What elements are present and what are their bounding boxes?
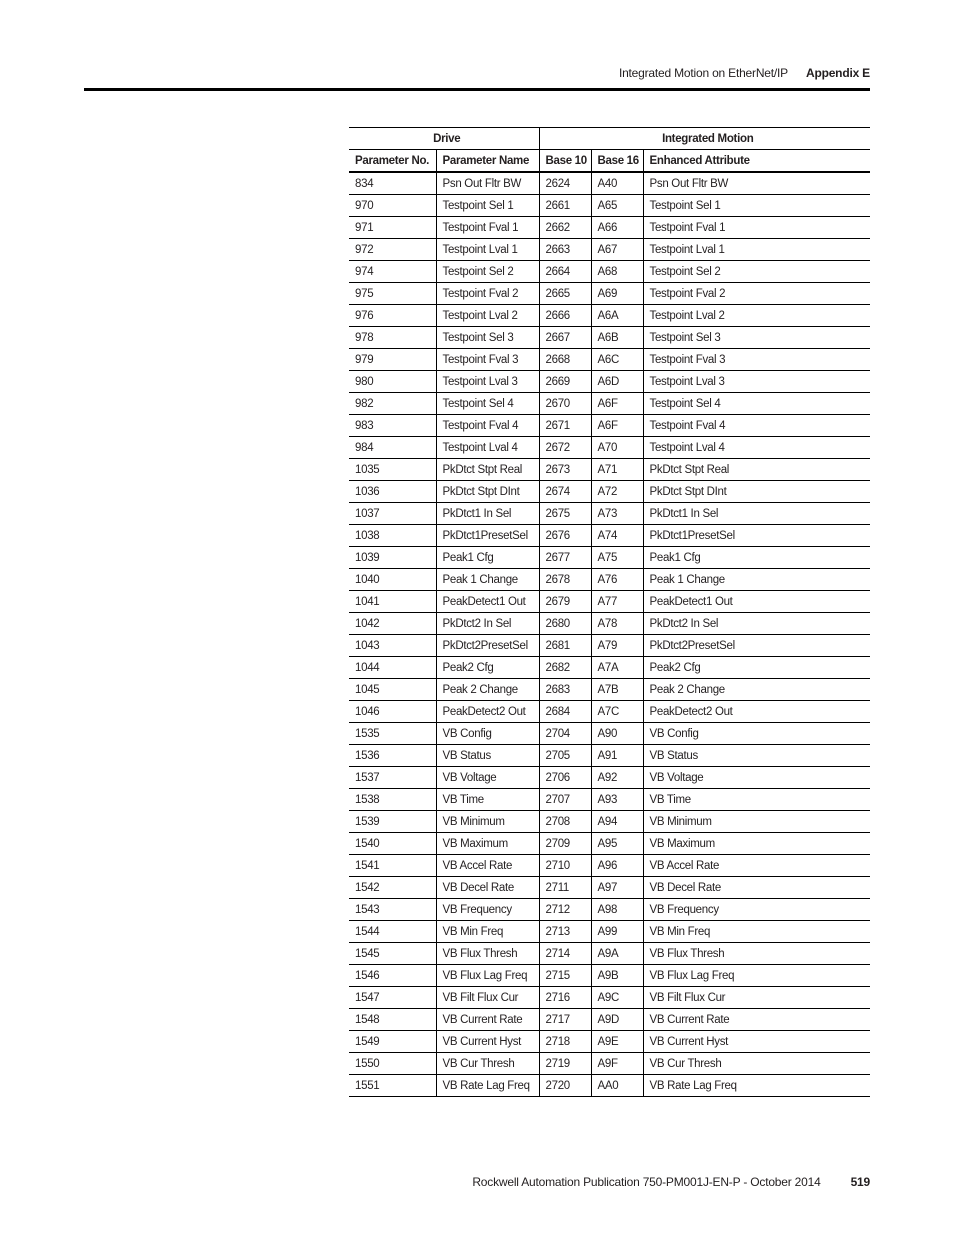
cell-base-16: A6A — [591, 305, 643, 327]
cell-base-10: 2683 — [539, 679, 591, 701]
cell-parameter-name: PeakDetect2 Out — [436, 701, 539, 723]
table-row — [349, 371, 870, 393]
cell-parameter-no: 1548 — [349, 1009, 436, 1031]
cell-base-10: 2676 — [539, 525, 591, 547]
cell-enhanced-attribute: Peak2 Cfg — [643, 657, 870, 679]
column-header-parameter-no: Parameter No. — [349, 150, 436, 173]
cell-enhanced-attribute: Testpoint Sel 3 — [643, 327, 870, 349]
cell-parameter-no: 1540 — [349, 833, 436, 855]
cell-parameter-name: Testpoint Fval 1 — [436, 217, 539, 239]
cell-enhanced-attribute: VB Maximum — [643, 833, 870, 855]
cell-parameter-name: VB Rate Lag Freq — [436, 1075, 539, 1097]
cell-parameter-no: 1035 — [349, 459, 436, 481]
cell-base-16: A75 — [591, 547, 643, 569]
cell-enhanced-attribute: Testpoint Fval 3 — [643, 349, 870, 371]
cell-base-10: 2680 — [539, 613, 591, 635]
cell-parameter-name: VB Min Freq — [436, 921, 539, 943]
cell-parameter-name: Testpoint Lval 1 — [436, 239, 539, 261]
cell-parameter-no: 1045 — [349, 679, 436, 701]
cell-enhanced-attribute: VB Minimum — [643, 811, 870, 833]
cell-enhanced-attribute: Testpoint Sel 1 — [643, 195, 870, 217]
cell-base-16: A66 — [591, 217, 643, 239]
table-row — [349, 172, 870, 195]
page-number: 519 — [850, 1175, 870, 1189]
table-row — [349, 503, 870, 525]
cell-base-10: 2684 — [539, 701, 591, 723]
cell-parameter-no: 980 — [349, 371, 436, 393]
cell-base-10: 2713 — [539, 921, 591, 943]
cell-base-16: A98 — [591, 899, 643, 921]
cell-base-16: A9B — [591, 965, 643, 987]
cell-base-10: 2679 — [539, 591, 591, 613]
cell-parameter-name: Testpoint Fval 2 — [436, 283, 539, 305]
cell-base-10: 2678 — [539, 569, 591, 591]
cell-base-16: A90 — [591, 723, 643, 745]
cell-enhanced-attribute: Testpoint Lval 2 — [643, 305, 870, 327]
table-row — [349, 239, 870, 261]
table-row — [349, 569, 870, 591]
cell-base-16: A9E — [591, 1031, 643, 1053]
cell-parameter-name: Testpoint Sel 2 — [436, 261, 539, 283]
cell-base-16: A40 — [591, 172, 643, 195]
table-row — [349, 899, 870, 921]
cell-base-10: 2706 — [539, 767, 591, 789]
cell-parameter-name: VB Maximum — [436, 833, 539, 855]
cell-enhanced-attribute: VB Min Freq — [643, 921, 870, 943]
cell-parameter-name: PkDtct1PresetSel — [436, 525, 539, 547]
cell-parameter-no: 1041 — [349, 591, 436, 613]
cell-parameter-no: 1550 — [349, 1053, 436, 1075]
cell-base-16: A78 — [591, 613, 643, 635]
table-row — [349, 613, 870, 635]
cell-enhanced-attribute: Testpoint Fval 2 — [643, 283, 870, 305]
cell-enhanced-attribute: VB Voltage — [643, 767, 870, 789]
table-row — [349, 943, 870, 965]
group-header-integrated-motion: Integrated Motion — [539, 128, 870, 150]
cell-parameter-no: 1036 — [349, 481, 436, 503]
table-row — [349, 811, 870, 833]
table-row — [349, 415, 870, 437]
cell-enhanced-attribute: VB Config — [643, 723, 870, 745]
table-row — [349, 1053, 870, 1075]
cell-base-16: A9C — [591, 987, 643, 1009]
cell-parameter-no: 978 — [349, 327, 436, 349]
parameter-table — [349, 127, 870, 1097]
table-row — [349, 767, 870, 789]
cell-parameter-name: VB Flux Lag Freq — [436, 965, 539, 987]
cell-enhanced-attribute: PkDtct1PresetSel — [643, 525, 870, 547]
cell-base-16: A65 — [591, 195, 643, 217]
cell-base-16: A6B — [591, 327, 643, 349]
cell-base-16: A7B — [591, 679, 643, 701]
cell-enhanced-attribute: PkDtct2PresetSel — [643, 635, 870, 657]
cell-parameter-name: PkDtct2 In Sel — [436, 613, 539, 635]
column-header-enhanced-attribute: Enhanced Attribute — [643, 150, 870, 173]
table-row — [349, 261, 870, 283]
cell-parameter-no: 1538 — [349, 789, 436, 811]
cell-base-10: 2715 — [539, 965, 591, 987]
cell-base-16: A69 — [591, 283, 643, 305]
cell-parameter-name: VB Time — [436, 789, 539, 811]
cell-base-10: 2705 — [539, 745, 591, 767]
column-header-base-10: Base 10 — [539, 150, 591, 173]
cell-base-10: 2664 — [539, 261, 591, 283]
cell-base-16: A94 — [591, 811, 643, 833]
cell-base-10: 2677 — [539, 547, 591, 569]
cell-parameter-no: 1040 — [349, 569, 436, 591]
header-title: Integrated Motion on EtherNet/IP — [618, 66, 788, 80]
cell-enhanced-attribute: Testpoint Sel 4 — [643, 393, 870, 415]
cell-enhanced-attribute: VB Cur Thresh — [643, 1053, 870, 1075]
header-section: Appendix E — [805, 66, 870, 80]
table-row — [349, 855, 870, 877]
table-row — [349, 789, 870, 811]
cell-parameter-no: 1037 — [349, 503, 436, 525]
cell-parameter-name: VB Current Hyst — [436, 1031, 539, 1053]
table-row — [349, 635, 870, 657]
cell-enhanced-attribute: Peak1 Cfg — [643, 547, 870, 569]
cell-parameter-no: 1541 — [349, 855, 436, 877]
cell-parameter-no: 972 — [349, 239, 436, 261]
table-row — [349, 701, 870, 723]
cell-parameter-name: Peak2 Cfg — [436, 657, 539, 679]
cell-parameter-name: Peak 2 Change — [436, 679, 539, 701]
cell-parameter-name: VB Filt Flux Cur — [436, 987, 539, 1009]
cell-base-10: 2709 — [539, 833, 591, 855]
running-header — [619, 66, 870, 80]
cell-parameter-name: VB Decel Rate — [436, 877, 539, 899]
cell-parameter-name: Testpoint Lval 3 — [436, 371, 539, 393]
publication-info: Rockwell Automation Publication 750-PM001J-EN-P - October 2014 — [472, 1175, 821, 1189]
cell-base-10: 2675 — [539, 503, 591, 525]
cell-parameter-no: 1537 — [349, 767, 436, 789]
page-footer — [472, 1175, 870, 1189]
cell-enhanced-attribute: VB Current Hyst — [643, 1031, 870, 1053]
cell-base-16: A77 — [591, 591, 643, 613]
cell-enhanced-attribute: VB Filt Flux Cur — [643, 987, 870, 1009]
cell-parameter-name: PkDtct1 In Sel — [436, 503, 539, 525]
cell-base-16: A70 — [591, 437, 643, 459]
cell-parameter-no: 979 — [349, 349, 436, 371]
cell-base-16: A76 — [591, 569, 643, 591]
cell-parameter-name: VB Status — [436, 745, 539, 767]
cell-base-16: A72 — [591, 481, 643, 503]
cell-parameter-no: 834 — [349, 172, 436, 195]
cell-parameter-name: Testpoint Fval 3 — [436, 349, 539, 371]
cell-parameter-name: Testpoint Sel 4 — [436, 393, 539, 415]
cell-parameter-name: Testpoint Sel 3 — [436, 327, 539, 349]
table-row — [349, 283, 870, 305]
cell-base-16: A97 — [591, 877, 643, 899]
cell-enhanced-attribute: VB Status — [643, 745, 870, 767]
cell-enhanced-attribute: PkDtct2 In Sel — [643, 613, 870, 635]
table-row — [349, 327, 870, 349]
cell-enhanced-attribute: PkDtct Stpt Real — [643, 459, 870, 481]
cell-base-10: 2708 — [539, 811, 591, 833]
cell-base-10: 2672 — [539, 437, 591, 459]
cell-parameter-name: PkDtct Stpt Real — [436, 459, 539, 481]
cell-base-16: A67 — [591, 239, 643, 261]
table-column-header-row — [349, 150, 870, 173]
cell-base-16: A74 — [591, 525, 643, 547]
cell-base-10: 2720 — [539, 1075, 591, 1097]
table-row — [349, 217, 870, 239]
cell-parameter-name: VB Minimum — [436, 811, 539, 833]
table-row — [349, 657, 870, 679]
table-row — [349, 965, 870, 987]
table-row — [349, 987, 870, 1009]
cell-base-10: 2670 — [539, 393, 591, 415]
table-row — [349, 459, 870, 481]
cell-base-16: A9F — [591, 1053, 643, 1075]
table-row — [349, 723, 870, 745]
cell-parameter-name: VB Current Rate — [436, 1009, 539, 1031]
cell-parameter-no: 1039 — [349, 547, 436, 569]
cell-parameter-no: 1544 — [349, 921, 436, 943]
cell-enhanced-attribute: Psn Out Fltr BW — [643, 172, 870, 195]
cell-parameter-name: Testpoint Fval 4 — [436, 415, 539, 437]
cell-base-10: 2682 — [539, 657, 591, 679]
table-row — [349, 195, 870, 217]
table-row — [349, 305, 870, 327]
cell-enhanced-attribute: Testpoint Lval 1 — [643, 239, 870, 261]
cell-parameter-name: PkDtct Stpt DInt — [436, 481, 539, 503]
cell-base-16: A9D — [591, 1009, 643, 1031]
cell-base-16: A96 — [591, 855, 643, 877]
cell-base-16: A79 — [591, 635, 643, 657]
cell-parameter-no: 1546 — [349, 965, 436, 987]
cell-base-16: A6F — [591, 415, 643, 437]
cell-parameter-name: Peak1 Cfg — [436, 547, 539, 569]
cell-parameter-name: VB Voltage — [436, 767, 539, 789]
table-row — [349, 547, 870, 569]
cell-parameter-name: VB Accel Rate — [436, 855, 539, 877]
cell-enhanced-attribute: Testpoint Lval 3 — [643, 371, 870, 393]
cell-base-10: 2671 — [539, 415, 591, 437]
table-row — [349, 877, 870, 899]
table-row — [349, 437, 870, 459]
cell-enhanced-attribute: Peak 1 Change — [643, 569, 870, 591]
cell-base-10: 2711 — [539, 877, 591, 899]
cell-base-16: A91 — [591, 745, 643, 767]
table-group-header-row — [349, 128, 870, 150]
cell-parameter-no: 975 — [349, 283, 436, 305]
cell-parameter-no: 1042 — [349, 613, 436, 635]
cell-parameter-name: VB Flux Thresh — [436, 943, 539, 965]
cell-parameter-no: 1044 — [349, 657, 436, 679]
cell-base-10: 2662 — [539, 217, 591, 239]
cell-parameter-name: Psn Out Fltr BW — [436, 172, 539, 195]
table-row — [349, 1075, 870, 1097]
cell-base-16: A68 — [591, 261, 643, 283]
cell-base-16: A73 — [591, 503, 643, 525]
cell-parameter-name: PeakDetect1 Out — [436, 591, 539, 613]
cell-enhanced-attribute: Testpoint Sel 2 — [643, 261, 870, 283]
cell-base-16: A95 — [591, 833, 643, 855]
cell-base-10: 2719 — [539, 1053, 591, 1075]
cell-base-10: 2712 — [539, 899, 591, 921]
cell-base-10: 2704 — [539, 723, 591, 745]
cell-enhanced-attribute: PkDtct1 In Sel — [643, 503, 870, 525]
cell-enhanced-attribute: VB Rate Lag Freq — [643, 1075, 870, 1097]
cell-enhanced-attribute: VB Accel Rate — [643, 855, 870, 877]
cell-enhanced-attribute: VB Decel Rate — [643, 877, 870, 899]
cell-parameter-no: 1535 — [349, 723, 436, 745]
cell-parameter-name: PkDtct2PresetSel — [436, 635, 539, 657]
cell-base-10: 2716 — [539, 987, 591, 1009]
table-row — [349, 393, 870, 415]
table-row — [349, 1009, 870, 1031]
cell-parameter-no: 971 — [349, 217, 436, 239]
cell-base-10: 2717 — [539, 1009, 591, 1031]
cell-base-10: 2668 — [539, 349, 591, 371]
cell-parameter-no: 1547 — [349, 987, 436, 1009]
cell-parameter-name: Testpoint Lval 4 — [436, 437, 539, 459]
cell-base-10: 2707 — [539, 789, 591, 811]
cell-parameter-name: Peak 1 Change — [436, 569, 539, 591]
cell-parameter-no: 983 — [349, 415, 436, 437]
cell-parameter-name: VB Frequency — [436, 899, 539, 921]
cell-parameter-no: 982 — [349, 393, 436, 415]
cell-parameter-no: 1551 — [349, 1075, 436, 1097]
cell-base-10: 2710 — [539, 855, 591, 877]
cell-base-16: A7C — [591, 701, 643, 723]
cell-enhanced-attribute: Peak 2 Change — [643, 679, 870, 701]
cell-parameter-name: VB Config — [436, 723, 539, 745]
cell-enhanced-attribute: Testpoint Lval 4 — [643, 437, 870, 459]
cell-parameter-no: 1542 — [349, 877, 436, 899]
table-row — [349, 921, 870, 943]
cell-enhanced-attribute: VB Current Rate — [643, 1009, 870, 1031]
table-row — [349, 481, 870, 503]
cell-enhanced-attribute: PeakDetect1 Out — [643, 591, 870, 613]
cell-enhanced-attribute: Testpoint Fval 4 — [643, 415, 870, 437]
cell-parameter-no: 1545 — [349, 943, 436, 965]
cell-enhanced-attribute: VB Flux Lag Freq — [643, 965, 870, 987]
table-row — [349, 525, 870, 547]
column-header-base-16: Base 16 — [591, 150, 643, 173]
cell-base-10: 2667 — [539, 327, 591, 349]
cell-base-10: 2663 — [539, 239, 591, 261]
cell-base-10: 2673 — [539, 459, 591, 481]
cell-parameter-no: 1549 — [349, 1031, 436, 1053]
cell-enhanced-attribute: PkDtct Stpt DInt — [643, 481, 870, 503]
table-row — [349, 591, 870, 613]
column-header-parameter-name: Parameter Name — [436, 150, 539, 173]
cell-base-16: A9A — [591, 943, 643, 965]
cell-base-10: 2669 — [539, 371, 591, 393]
cell-base-16: A71 — [591, 459, 643, 481]
cell-base-16: A6C — [591, 349, 643, 371]
cell-parameter-name: Testpoint Sel 1 — [436, 195, 539, 217]
table-row — [349, 679, 870, 701]
group-header-drive: Drive — [349, 128, 539, 150]
cell-base-10: 2661 — [539, 195, 591, 217]
cell-base-10: 2681 — [539, 635, 591, 657]
table-body — [349, 172, 870, 1097]
table-row — [349, 1031, 870, 1053]
cell-base-10: 2666 — [539, 305, 591, 327]
cell-enhanced-attribute: Testpoint Fval 1 — [643, 217, 870, 239]
cell-enhanced-attribute: VB Time — [643, 789, 870, 811]
cell-parameter-no: 984 — [349, 437, 436, 459]
cell-parameter-no: 1543 — [349, 899, 436, 921]
cell-base-16: A6F — [591, 393, 643, 415]
table-row — [349, 745, 870, 767]
cell-base-16: AA0 — [591, 1075, 643, 1097]
cell-enhanced-attribute: VB Flux Thresh — [643, 943, 870, 965]
cell-base-16: A92 — [591, 767, 643, 789]
cell-base-16: A99 — [591, 921, 643, 943]
cell-base-10: 2718 — [539, 1031, 591, 1053]
table-row — [349, 349, 870, 371]
table-row — [349, 833, 870, 855]
cell-parameter-no: 1046 — [349, 701, 436, 723]
cell-base-10: 2674 — [539, 481, 591, 503]
cell-parameter-no: 1038 — [349, 525, 436, 547]
cell-parameter-no: 970 — [349, 195, 436, 217]
cell-base-16: A93 — [591, 789, 643, 811]
cell-base-10: 2665 — [539, 283, 591, 305]
cell-parameter-no: 974 — [349, 261, 436, 283]
cell-enhanced-attribute: PeakDetect2 Out — [643, 701, 870, 723]
cell-parameter-no: 1536 — [349, 745, 436, 767]
cell-base-10: 2624 — [539, 172, 591, 195]
cell-parameter-name: VB Cur Thresh — [436, 1053, 539, 1075]
cell-base-10: 2714 — [539, 943, 591, 965]
cell-base-16: A6D — [591, 371, 643, 393]
cell-parameter-no: 1043 — [349, 635, 436, 657]
cell-parameter-no: 976 — [349, 305, 436, 327]
cell-enhanced-attribute: VB Frequency — [643, 899, 870, 921]
cell-base-16: A7A — [591, 657, 643, 679]
header-rule — [84, 88, 870, 91]
cell-parameter-name: Testpoint Lval 2 — [436, 305, 539, 327]
cell-parameter-no: 1539 — [349, 811, 436, 833]
